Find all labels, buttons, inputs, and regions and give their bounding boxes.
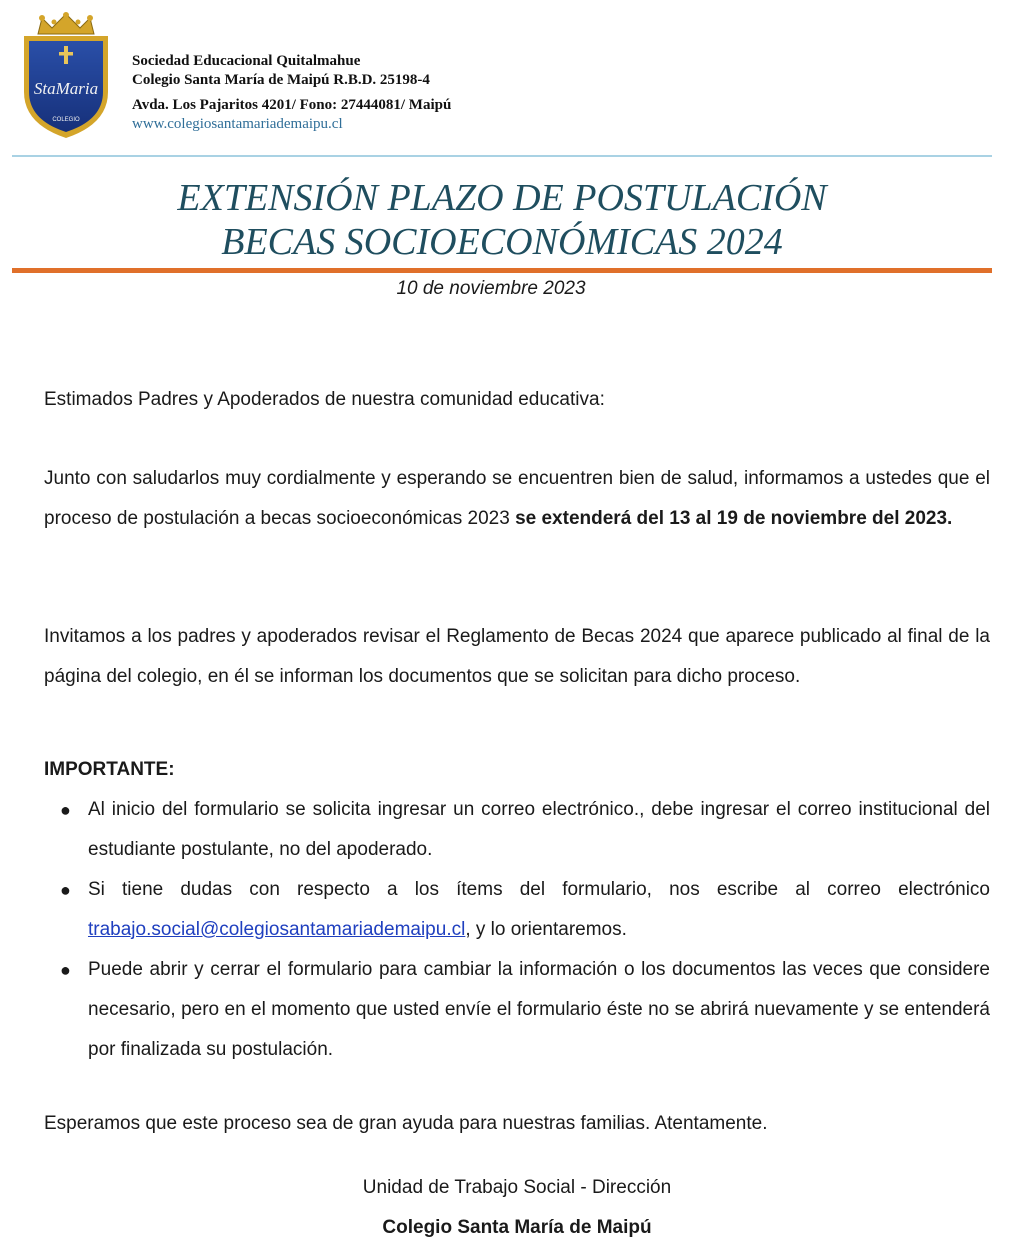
school-address: Avda. Los Pajaritos 4201/ Fono: 27444081/ Maipú xyxy=(132,97,452,113)
svg-text:StaMaria: StaMaria xyxy=(33,79,99,98)
bullet-2-text: Si tiene dudas con respecto a los ítems del formulario, nos escribe al correo electrónico xyxy=(88,879,990,900)
bullet-icon: ● xyxy=(60,880,71,900)
paragraph-extension-dates: se extenderá del 13 al 19 de noviembre del 2023. xyxy=(515,508,953,529)
list-item xyxy=(44,870,990,950)
bullet-2-suffix: , y lo orientaremos. xyxy=(465,919,627,940)
closing-paragraph: Esperamos que este proceso sea de gran ayuda para nuestras familias. Atentamente. xyxy=(44,1113,768,1134)
signature-school: Colegio Santa María de Maipú xyxy=(382,1217,652,1238)
school-rbd: Colegio Santa María de Maipú R.B.D. 25198-4 xyxy=(132,72,430,88)
document-title xyxy=(0,176,1004,264)
society-name: Sociedad Educacional Quitalmahue xyxy=(132,53,361,69)
bullet-1-text: Al inicio del formulario se solicita ingresar un correo electrónico., debe ingresar el correo institucional del estudiante postulante, no del apoderado. xyxy=(88,799,990,860)
paragraph-extension-text: Junto con saludarlos muy cordialmente y esperando se encuentren bien de salud, informamos a ustedes que el proceso de postulación a becas socioeconómicas 2023 xyxy=(44,468,990,529)
signature-unit: Unidad de Trabajo Social - Dirección xyxy=(362,1177,672,1198)
title-line-1: EXTENSIÓN PLAZO DE POSTULACIÓN xyxy=(177,177,827,219)
bullet-icon: ● xyxy=(60,960,71,980)
important-heading: IMPORTANTE: xyxy=(44,759,175,780)
email-link[interactable]: trabajo.social@colegiosantamariademaipu.cl xyxy=(88,919,466,940)
greeting: Estimados Padres y Apoderados de nuestra comunidad educativa: xyxy=(44,389,605,410)
letterhead xyxy=(20,12,995,142)
list-item xyxy=(44,950,990,1070)
school-website[interactable]: www.colegiosantamariademaipu.cl xyxy=(132,116,343,132)
header-divider xyxy=(12,155,992,157)
school-crest-logo xyxy=(20,12,112,140)
bullet-3-text: Puede abrir y cerrar el formulario para cambiar la información o los documentos las veces que considere necesario, pero en el momento que usted envíe el formulario éste no se abrirá nuevamente y se entenderá por finalizada su postulación. xyxy=(88,959,990,1060)
document-date: 10 de noviembre 2023 xyxy=(396,278,586,299)
paragraph-regulation: Invitamos a los padres y apoderados revisar el Reglamento de Becas 2024 que aparece publicado al final de la página del colegio, en él se informan los documentos que se solicitan para dicho proceso. xyxy=(44,626,990,687)
svg-text:COLEGIO: COLEGIO xyxy=(52,117,80,123)
important-list xyxy=(44,790,990,1070)
title-divider xyxy=(12,268,992,273)
list-item xyxy=(44,790,990,870)
paragraph-extension xyxy=(44,459,990,539)
title-line-2: BECAS SOCIOECONÓMICAS 2024 xyxy=(221,221,783,263)
bullet-icon: ● xyxy=(60,800,71,820)
school-info xyxy=(132,52,451,134)
